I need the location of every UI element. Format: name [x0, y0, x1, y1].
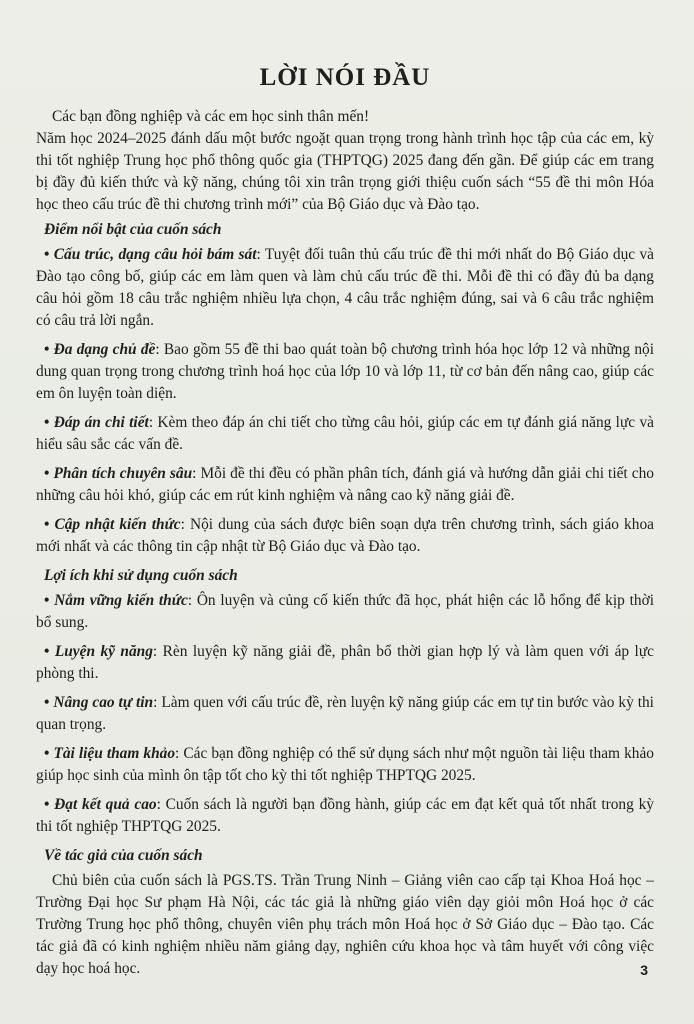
- list-item: • Nâng cao tự tin: Làm quen với cấu trúc đề, rèn luyện kỹ năng giúp các em tự tin bước vào kỳ thi quan trọng.: [36, 694, 654, 733]
- section-heading-benefits: Lợi ích khi sử dụng cuốn sách: [44, 567, 238, 584]
- list-item: • Luyện kỹ năng: Rèn luyện kỹ năng giải đề, phân bổ thời gian hợp lý và làm quen với áp lực phòng thi.: [36, 643, 654, 682]
- list-item: • Cập nhật kiến thức: Nội dung của sách được biên soạn dựa trên chương trình, sách giáo khoa mới nhất và các thông tin cập nhật từ Bộ Giáo dục và Đào tạo.: [36, 516, 654, 555]
- list-item: • Cấu trúc, dạng câu hỏi bám sát: Tuyệt đối tuân thủ cấu trúc đề thi mới nhất do Bộ Giáo dục và Đào tạo công bố, giúp các em làm quen và làm chủ cấu trúc đề thi. Mỗi đề thi có đầy đủ ba dạng câu hỏi gồm 18 câu trắc nghiệm nhiều lựa chọn, 4 câu trắc nghiệm đúng, sai và 6 câu trắc nghiệm có câu trả lời ngắn.: [36, 246, 654, 329]
- list-item: • Nắm vững kiến thức: Ôn luyện và củng cố kiến thức đã học, phát hiện các lỗ hổng để kịp thời bổ sung.: [36, 592, 654, 631]
- section-heading-highlights: Điểm nổi bật của cuốn sách: [44, 221, 222, 238]
- intro-paragraph: Năm học 2024–2025 đánh dấu một bước ngoặt quan trọng trong hành trình học tập của các em, kỳ thi tốt nghiệp Trung học phổ thông quốc gia (THPTQG) 2025 đang đến gần. Để giúp các em trang bị đầy đủ kiến thức và kỹ năng, chúng tôi xin trân trọng giới thiệu cuốn sách “55 đề thi môn Hóa học theo cấu trúc đề thi chương trình mới” của Bộ Giáo dục và Đào tạo.: [36, 130, 654, 213]
- list-item: • Đa dạng chủ đề: Bao gồm 55 đề thi bao quát toàn bộ chương trình hóa học lớp 12 và những nội dung quan trọng trong chương trình hoá học của lớp 10 và lớp 11, từ cơ bản đến nâng cao, giúp các em ôn luyện toàn diện.: [36, 341, 654, 402]
- list-item: • Phân tích chuyên sâu: Mỗi đề thi đều có phần phân tích, đánh giá và hướng dẫn giải chi tiết cho những câu hỏi khó, giúp các em rút kinh nghiệm và nâng cao kỹ năng giải đề.: [36, 465, 654, 504]
- list-item: • Đạt kết quả cao: Cuốn sách là người bạn đồng hành, giúp các em đạt kết quả tốt nhất trong kỳ thi tốt nghiệp THPTQG 2025.: [36, 796, 654, 835]
- page-number: 3: [640, 962, 648, 978]
- benefits-list: [36, 590, 654, 838]
- author-paragraph: Chủ biên của cuốn sách là PGS.TS. Trần Trung Ninh – Giảng viên cao cấp tại Khoa Hoá học – Trường Đại học Sư phạm Hà Nội, các tác giả là những giáo viên dạy giỏi môn Hoá học ở các Trường Trung học phổ thông, chuyên viên phụ trách môn Hoá học ở Sở Giáo dục – Đào tạo. Các tác giả đã có kinh nghiệm nhiều năm giảng dạy, nghiên cứu khoa học và tâm huyết với công việc dạy học hoá học.: [36, 872, 654, 977]
- page-content: [36, 58, 654, 980]
- page-title: LỜI NÓI ĐẦU: [259, 64, 431, 91]
- section-heading-author: Về tác giả của cuốn sách: [44, 847, 203, 864]
- highlights-list: [36, 244, 654, 558]
- greeting: Các bạn đồng nghiệp và các em học sinh thân mến!: [52, 108, 370, 125]
- list-item: • Đáp án chi tiết: Kèm theo đáp án chi tiết cho từng câu hỏi, giúp các em tự đánh giá năng lực và hiểu sâu sắc các vấn đề.: [36, 414, 654, 453]
- list-item: • Tài liệu tham khảo: Các bạn đồng nghiệp có thể sử dụng sách như một nguồn tài liệu tham khảo giúp học sinh của mình ôn tập tốt cho kỳ thi tốt nghiệp THPTQG 2025.: [36, 745, 654, 784]
